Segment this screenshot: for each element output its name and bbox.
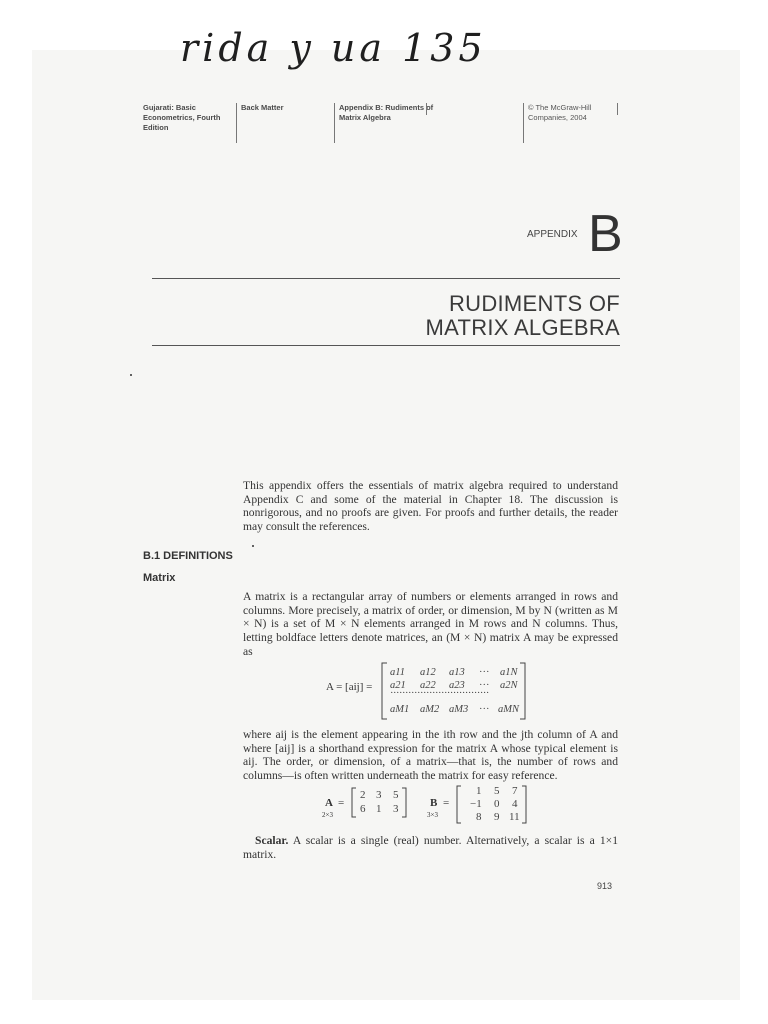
matrix-dotted-row: ·································	[390, 688, 489, 699]
equals-sign: =	[338, 797, 345, 809]
title-rule-top	[152, 278, 620, 279]
subheading-matrix: Matrix	[143, 572, 176, 584]
matrix-B-dimension: 3×3	[427, 811, 438, 819]
where-paragraph: where aij is the element appearing in the ith row and the jth column of A and where [aij] is a shorthand expression for the matrix A whose typical element is aij. The order, or dimension, of a matrix—that is, the number of rows and columns—is often written underneath the matrix for easy reference.	[243, 728, 618, 783]
header-section: Back Matter	[236, 103, 284, 143]
matrix-B-cell: 5	[494, 785, 500, 797]
scan-speck	[252, 545, 254, 547]
matrix-A-cell: 5	[393, 789, 399, 801]
title-rule-bottom	[152, 345, 620, 346]
matrix-cell: a13	[449, 667, 465, 678]
intro-paragraph: This appendix offers the essentials of matrix algebra required to understand Appendix C and some of the material in Chapter 18. The discussion is nonrigorous, and no proofs are given. For proofs and further details, the reader may consult the references.	[243, 479, 618, 534]
matrix-A-cell: 3	[376, 789, 382, 801]
matrix-ellipsis: ···	[479, 704, 490, 715]
matrix-A-name: A	[325, 797, 333, 809]
matrix-cell: aM1	[390, 704, 410, 715]
matrix-B-cell: 9	[494, 811, 500, 823]
matrix-cell: aMN	[498, 704, 519, 715]
scan-speck	[130, 374, 132, 376]
matrix-ellipsis: ···	[479, 667, 490, 678]
matrix-cell: a12	[420, 667, 436, 678]
scalar-paragraph	[243, 834, 618, 861]
matrix-cell: a2N	[500, 680, 518, 691]
matrix-ellipsis: ···	[479, 680, 490, 691]
matrix-definition-paragraph: A matrix is a rectangular array of numbers or elements arranged in rows and columns. More precisely, a matrix of order, or dimension, M by N (written as M × N) is a set of M × N elements arranged in M rows and N columns. Thus, letting boldface letters denote matrices, an (M × N) matrix A may be expressed as	[243, 590, 618, 658]
appendix-label: APPENDIX	[527, 229, 578, 240]
matrix-cell: a22	[420, 680, 436, 691]
matrix-A-cell: 3	[393, 803, 399, 815]
header-divider	[426, 103, 431, 115]
matrix-cell: a21	[390, 680, 406, 691]
header-divider-right	[617, 103, 622, 115]
matrix-cell: a1N	[500, 667, 518, 678]
chapter-title-line1: RUDIMENTS OF	[448, 291, 620, 316]
matrix-B-cell: 7	[512, 785, 518, 797]
scalar-definition: A scalar is a single (real) number. Alternatively, a scalar is a 1×1 matrix.	[243, 834, 619, 861]
section-heading: B.1 DEFINITIONS	[143, 550, 233, 562]
matrix-cell: a11	[390, 667, 405, 678]
matrix-B-name: B	[430, 797, 438, 809]
matrix-cell: aM2	[420, 704, 440, 715]
header-chapter: Appendix B: Rudiments of Matrix Algebra	[334, 103, 433, 143]
handwritten-note: rida y ua 135	[180, 26, 487, 70]
matrix-B-cell: 1	[476, 785, 482, 797]
header-book-title: Gujarati: Basic Econometrics, Fourth Edition	[143, 103, 221, 132]
matrix-B-cell: 4	[512, 798, 518, 810]
equation-lhs: A = [aij] =	[326, 681, 373, 693]
matrix-cell: aM3	[449, 704, 469, 715]
matrix-A-cell: 1	[376, 803, 382, 815]
matrix-cell: a23	[449, 680, 465, 691]
scalar-term: Scalar.	[255, 834, 289, 847]
matrix-B-cell: 11	[509, 811, 520, 823]
header-copyright: © The McGraw-Hill Companies, 2004	[523, 103, 591, 143]
chapter-title-line2: MATRIX ALGEBRA	[425, 315, 620, 340]
matrix-B-cell: −1	[470, 798, 482, 810]
matrix-A-cell: 2	[360, 789, 366, 801]
matrix-B-cell: 8	[476, 811, 482, 823]
matrix-A-cell: 6	[360, 803, 366, 815]
matrix-B-cell: 0	[494, 798, 500, 810]
equals-sign: =	[443, 797, 450, 809]
appendix-letter: B	[588, 205, 623, 263]
matrix-A-dimension: 2×3	[322, 811, 333, 819]
page-number: 913	[597, 881, 613, 891]
